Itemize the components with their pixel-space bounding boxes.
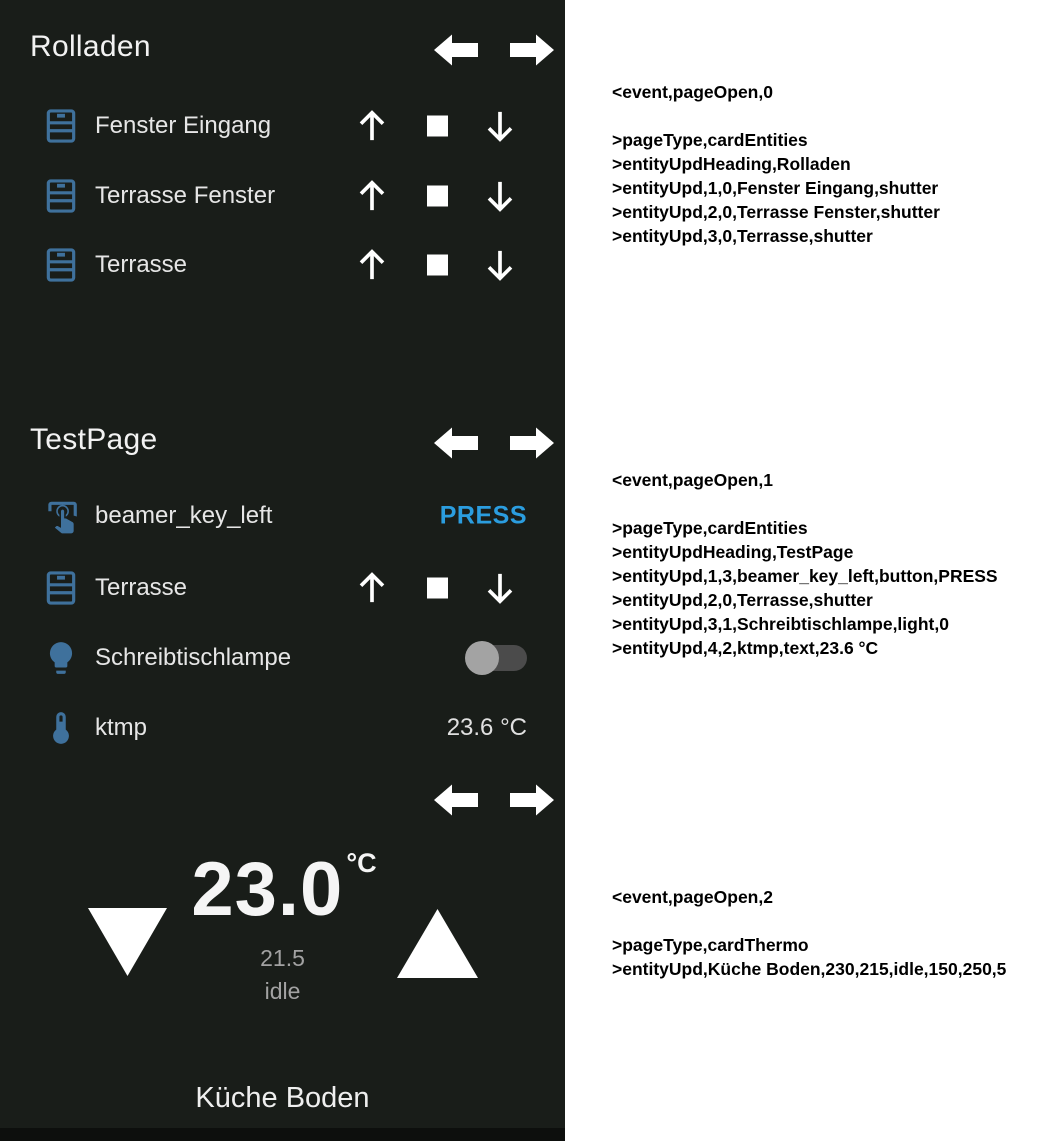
thermostat-name: Küche Boden [195, 1082, 370, 1114]
nav-next-arrow-icon[interactable] [509, 781, 555, 819]
shutter-down-icon[interactable] [480, 568, 520, 608]
entity-label: Terrasse [95, 251, 188, 278]
protocol-log-block [612, 885, 1042, 981]
log-line: >entityUpdHeading,TestPage [612, 542, 854, 562]
window-shutter-icon [42, 569, 80, 607]
nav-prev-arrow-icon[interactable] [433, 781, 479, 819]
log-line: >entityUpd,Küche Boden,230,215,idle,150,250,5 [612, 959, 1007, 979]
shutter-up-icon[interactable] [352, 176, 392, 216]
sensor-value: 23.6 °C [446, 714, 527, 741]
entity-row [0, 237, 565, 293]
current-temperature [0, 846, 565, 933]
light-toggle-switch[interactable] [467, 645, 527, 671]
shutter-stop-icon[interactable] [427, 578, 448, 599]
shutter-down-icon[interactable] [480, 245, 520, 285]
log-line: >entityUpd,4,2,ktmp,text,23.6 °C [612, 638, 879, 658]
entity-row [0, 700, 565, 756]
nav-prev-arrow-icon[interactable] [433, 424, 479, 462]
entity-label: Fenster Eingang [95, 112, 272, 139]
log-line: >entityUpd,2,0,Terrasse,shutter [612, 590, 873, 610]
log-event-line: <event,pageOpen,1 [612, 470, 773, 490]
current-temperature-value: 23.0 [191, 847, 344, 932]
log-line: >entityUpd,1,3,beamer_key_left,button,PRESS [612, 566, 998, 586]
window-shutter-icon [42, 107, 80, 145]
entity-row [0, 168, 565, 224]
setpoint-temperature: 21.5 [260, 945, 305, 971]
entity-row [0, 630, 565, 686]
shutter-stop-icon[interactable] [427, 186, 448, 207]
thermometer-icon [42, 709, 80, 747]
log-event-line: <event,pageOpen,2 [612, 887, 773, 907]
window-shutter-icon [42, 177, 80, 215]
temperature-unit: °C [346, 848, 377, 878]
lightbulb-icon [42, 639, 80, 677]
entity-label: Terrasse [95, 574, 188, 601]
press-button[interactable]: PRESS [439, 501, 527, 530]
shutter-up-icon[interactable] [352, 568, 392, 608]
toggle-knob [465, 641, 499, 675]
gesture-tap-button-icon [42, 497, 80, 535]
entity-row [0, 560, 565, 616]
shutter-up-icon[interactable] [352, 106, 392, 146]
protocol-log-block [612, 80, 1042, 248]
nav-next-arrow-icon[interactable] [509, 31, 555, 69]
log-line: >entityUpd,3,1,Schreibtischlampe,light,0 [612, 614, 949, 634]
shutter-stop-icon[interactable] [427, 255, 448, 276]
shutter-down-icon[interactable] [480, 106, 520, 146]
hvac-status: idle [264, 978, 301, 1004]
log-line: >pageType,cardThermo [612, 935, 809, 955]
shutter-down-icon[interactable] [480, 176, 520, 216]
window-shutter-icon [42, 246, 80, 284]
entity-row [0, 98, 565, 154]
nav-next-arrow-icon[interactable] [509, 424, 555, 462]
page-heading-rolladen: Rolladen [30, 30, 151, 63]
entity-label: beamer_key_left [95, 502, 273, 529]
log-line: >pageType,cardEntities [612, 130, 808, 150]
protocol-log-block [612, 468, 1042, 660]
log-line: >pageType,cardEntities [612, 518, 808, 538]
log-line: >entityUpdHeading,Rolladen [612, 154, 851, 174]
panel-bottom-strip [0, 1128, 565, 1141]
log-line: >entityUpd,1,0,Fenster Eingang,shutter [612, 178, 939, 198]
shutter-up-icon[interactable] [352, 245, 392, 285]
log-event-line: <event,pageOpen,0 [612, 82, 773, 102]
page-heading-testpage: TestPage [30, 423, 158, 456]
entity-label: ktmp [95, 714, 148, 741]
entity-label: Schreibtischlampe [95, 644, 292, 671]
nav-prev-arrow-icon[interactable] [433, 31, 479, 69]
log-line: >entityUpd,3,0,Terrasse,shutter [612, 226, 873, 246]
log-line: >entityUpd,2,0,Terrasse Fenster,shutter [612, 202, 940, 222]
entity-label: Terrasse Fenster [95, 182, 276, 209]
shutter-stop-icon[interactable] [427, 116, 448, 137]
entity-row [0, 488, 565, 544]
